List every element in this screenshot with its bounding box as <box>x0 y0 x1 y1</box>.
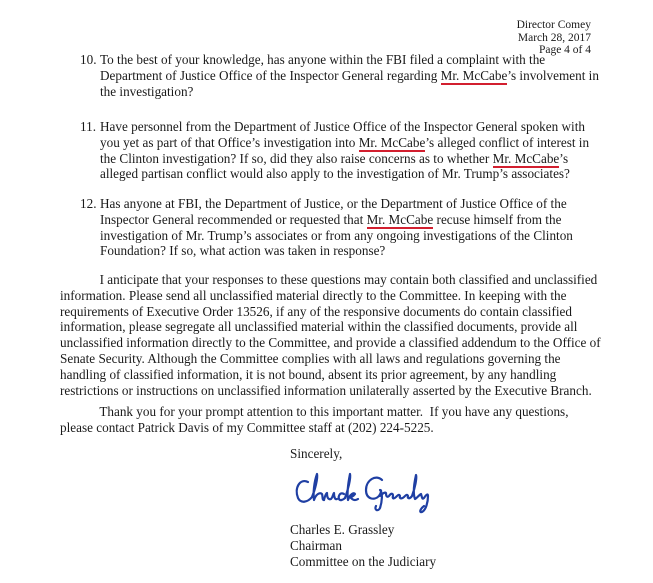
header-date: March 28, 2017 <box>517 31 591 44</box>
question-line: Has anyone at FBI, the Department of Justice, or the Department of Justice Office of the <box>100 196 567 211</box>
header-page-number: Page 4 of 4 <box>538 44 591 56</box>
question-line: Department of Justice Office of the Inspector General regarding Mr. McCabe’s involvement in <box>100 67 599 83</box>
question-number: 11. <box>80 119 96 134</box>
paragraph-line: information. Please send all unclassified material directly to the Committee. In keeping with the <box>60 287 567 303</box>
question-text <box>100 119 600 182</box>
header-recipient: Director Comey <box>516 19 591 31</box>
question-line: alleged partisan conflict would also apply to the investigation of Mr. Trump’s associates? <box>100 166 570 182</box>
salutation: Sincerely, <box>290 446 343 461</box>
paragraph-line: information, please segregate all unclassified material within the classified documents, provide all <box>60 319 578 335</box>
question-number: 12. <box>80 196 97 211</box>
signer-name: Charles E. Grassley <box>290 522 395 537</box>
page-header <box>517 19 591 57</box>
question-number: 10. <box>80 52 97 67</box>
question-text <box>100 52 600 99</box>
classified-info-paragraph <box>60 272 620 398</box>
question-text <box>100 196 600 259</box>
question-line: you yet as part of that Office’s investigation into Mr. McCabe’s alleged conflict of interest in <box>100 134 590 150</box>
thank-you-paragraph <box>60 404 620 436</box>
paragraph-line: I anticipate that your responses to these questions may contain both classified and unclassified <box>60 272 598 287</box>
paragraph-line: requirements of Executive Order 13526, if any of the responsive documents do contain classified <box>60 303 572 319</box>
paragraph-line: unclassified information directly to the Committee, and provide a classified addendum to the Office of <box>60 335 601 351</box>
highlight-underline: Mr. McCabe <box>440 67 508 83</box>
question-line: Have personnel from the Department of Justice Office of the Inspector General spoken with <box>100 119 585 134</box>
highlight-underline: Mr. McCabe <box>366 211 434 227</box>
question-line: To the best of your knowledge, has anyone within the FBI filed a complaint with the <box>100 52 546 67</box>
highlight-underline: Mr. McCabe <box>492 150 560 166</box>
paragraph-line: handling of classified information, it is not bound, absent its prior agreement, by any handling <box>60 366 557 382</box>
question-line: Inspector General recommended or requested that Mr. McCabe recuse himself from the <box>100 211 562 227</box>
signer-committee: Committee on the Judiciary <box>290 554 437 569</box>
paragraph-line: please contact Patrick Davis of my Committee staff at (202) 224-5225. <box>60 419 434 435</box>
question-line: investigation of Mr. Trump’s associates or from any ongoing investigations of the Clinton <box>100 227 573 243</box>
signature-image <box>290 466 440 514</box>
question-line: Foundation? If so, what action was taken in response? <box>100 243 386 259</box>
question-line: the Clinton investigation? If so, did they also raise concerns as to whether Mr. McCabe’s <box>100 150 569 166</box>
signer-title: Chairman <box>290 538 343 553</box>
paragraph-line: restrictions or instructions on unclassified information unilaterally asserted by the Executive Branch. <box>60 382 592 398</box>
question-line: the investigation? <box>100 83 194 99</box>
paragraph-line: Senate Security. Although the Committee complies with all laws and regulations governing the <box>60 350 561 366</box>
highlight-underline: Mr. McCabe <box>358 134 426 150</box>
paragraph-line: Thank you for your prompt attention to this important matter. If you have any questions, <box>60 404 569 419</box>
